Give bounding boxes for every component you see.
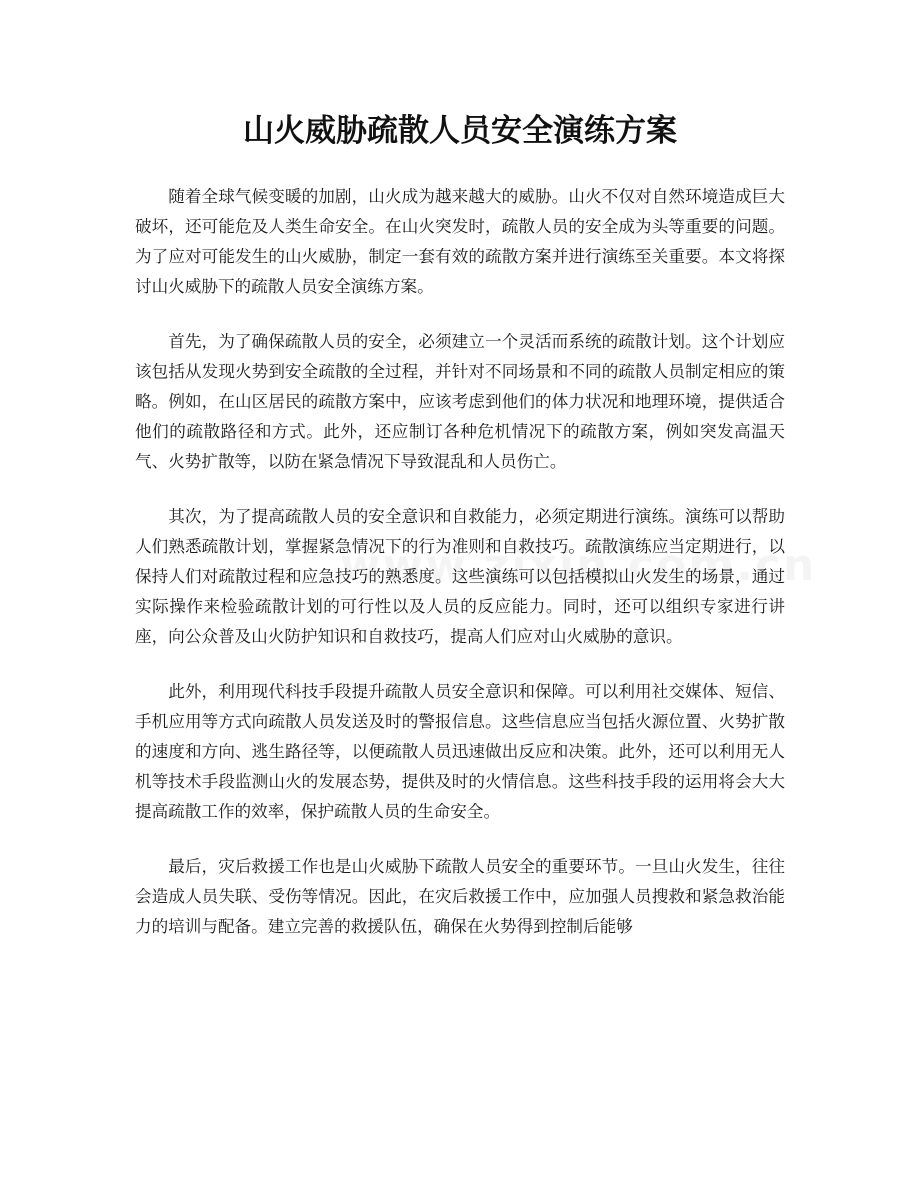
document-body bbox=[135, 182, 785, 967]
paragraph-4: 此外，利用现代科技手段提升疏散人员安全意识和保障。可以利用社交媒体、短信、手机应用等方式向疏散人员发送及时的警报信息。这些信息应当包括火源位置、火势扩散的速度和方向、逃生路径等，以便疏散人员迅速做出反应和决策。此外，还可以利用无人机等技术手段监测山火的发展态势，提供及时的火情信息。这些科技手段的运用将会大大提高疏散工作的效率，保护疏散人员的生命安全。 bbox=[135, 682, 785, 821]
paragraph-5: 最后，灾后救援工作也是山火威胁下疏散人员安全的重要环节。一旦山火发生，往往会造成人员失联、受伤等情况。因此，在灾后救援工作中，应加强人员搜救和紧急救治能力的培训与配备。建立完善的救援队伍，确保在火势得到控制后能够 bbox=[135, 857, 785, 936]
document-title: 山火威胁疏散人员安全演练方案 bbox=[243, 113, 677, 149]
paragraph-3: 其次，为了提高疏散人员的安全意识和自救能力，必须定期进行演练。演练可以帮助人们熟悉疏散计划，掌握紧急情况下的行为准则和自救技巧。疏散演练应当定期进行，以保持人们对疏散过程和应急技巧的熟悉度。这些演练可以包括模拟山火发生的场景，通过实际操作来检验疏散计划的可行性以及人员的反应能力。同时，还可以组织专家进行讲座，向公众普及山火防护知识和自救技巧，提高人们应对山火威胁的意识。 bbox=[135, 507, 785, 646]
paragraph-2: 首先，为了确保疏散人员的安全，必须建立一个灵活而系统的疏散计划。这个计划应该包括从发现火势到安全疏散的全过程，并针对不同场景和不同的疏散人员制定相应的策略。例如，在山区居民的疏散方案中，应该考虑到他们的体力状况和地理环境，提供适合他们的疏散路径和方式。此外，还应制订各种危机情况下的疏散方案，例如突发高温天气、火势扩散等，以防在紧急情况下导致混乱和人员伤亡。 bbox=[135, 332, 785, 471]
paragraph-1: 随着全球气候变暖的加剧，山火成为越来越大的威胁。山火不仅对自然环境造成巨大破坏，还可能危及人类生命安全。在山火突发时，疏散人员的安全成为头等重要的问题。为了应对可能发生的山火威胁，制定一套有效的疏散方案并进行演练至关重要。本文将探讨山火威胁下的疏散人员安全演练方案。 bbox=[135, 187, 785, 296]
